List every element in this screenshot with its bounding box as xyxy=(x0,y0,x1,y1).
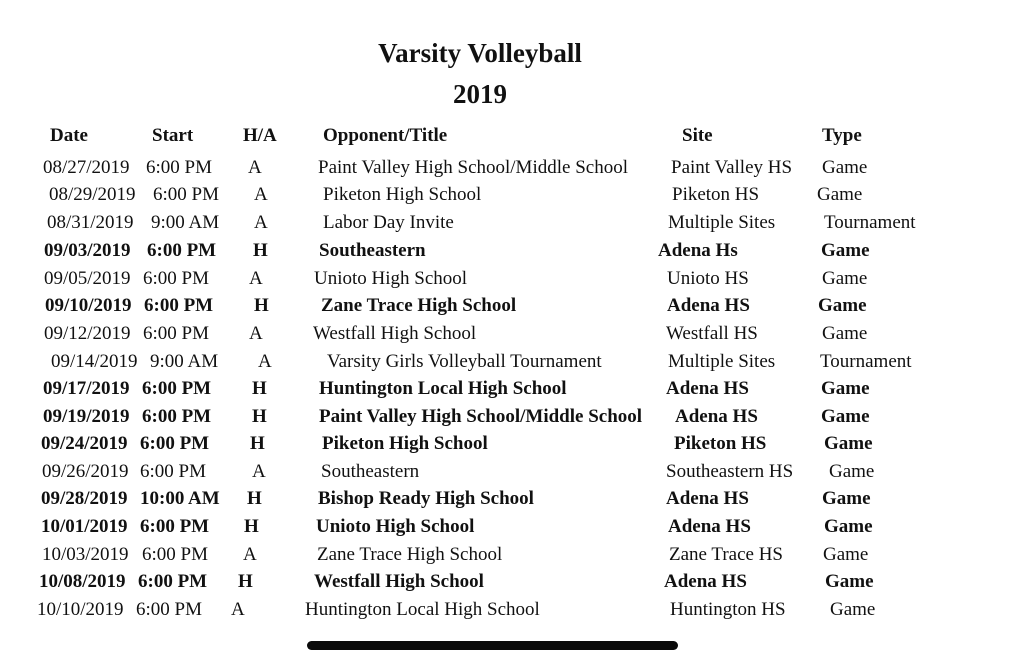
cell-opponent: Huntington Local High School xyxy=(319,378,567,399)
cell-site: Adena HS xyxy=(668,516,751,537)
cell-opponent: Paint Valley High School/Middle School xyxy=(319,406,643,427)
cell-type: Tournament xyxy=(824,212,916,233)
cell-start: 6:00 PM xyxy=(138,571,208,592)
cell-start: 6:00 PM xyxy=(143,268,209,289)
cell-home-away: A xyxy=(231,599,245,620)
cell-start: 6:00 PM xyxy=(153,184,219,205)
cell-home-away: H xyxy=(253,240,268,261)
cell-date: 09/05/2019 xyxy=(44,268,131,289)
home-indicator[interactable] xyxy=(307,641,678,650)
cell-opponent: Zane Trace High School xyxy=(317,544,503,565)
cell-home-away: A xyxy=(252,461,266,482)
cell-start: 6:00 PM xyxy=(136,599,202,620)
cell-date: 10/08/2019 xyxy=(39,571,126,592)
cell-date: 08/29/2019 xyxy=(49,184,136,205)
cell-type: Game xyxy=(821,378,870,399)
cell-type: Game xyxy=(824,433,873,454)
cell-start: 6:00 PM xyxy=(144,295,214,316)
cell-site: Piketon HS xyxy=(672,184,760,205)
page-title: Varsity Volleyball xyxy=(378,38,582,68)
cell-home-away: H xyxy=(252,378,267,399)
page-subtitle-year: 2019 xyxy=(453,79,507,109)
cell-opponent: Huntington Local High School xyxy=(305,599,540,620)
cell-type: Game xyxy=(818,295,867,316)
cell-home-away: H xyxy=(254,295,269,316)
cell-type: Game xyxy=(825,571,874,592)
cell-opponent: Varsity Girls Volleyball Tournament xyxy=(327,351,602,372)
cell-type: Game xyxy=(821,406,870,427)
cell-date: 10/03/2019 xyxy=(42,544,129,565)
cell-date: 09/24/2019 xyxy=(41,433,128,454)
cell-site: Adena HS xyxy=(666,488,749,509)
cell-type: Game xyxy=(829,461,875,482)
cell-date: 09/19/2019 xyxy=(43,406,130,427)
cell-start: 9:00 AM xyxy=(150,351,219,372)
cell-type: Game xyxy=(822,323,868,344)
cell-site: Adena HS xyxy=(666,378,749,399)
cell-home-away: A xyxy=(258,351,272,372)
cell-opponent: Southeastern xyxy=(321,461,420,482)
cell-home-away: H xyxy=(252,406,267,427)
cell-site: Adena HS xyxy=(675,406,758,427)
cell-date: 09/17/2019 xyxy=(43,378,130,399)
cell-date: 09/03/2019 xyxy=(44,240,131,261)
cell-site: Piketon HS xyxy=(674,433,767,454)
cell-type: Game xyxy=(830,599,876,620)
cell-opponent: Zane Trace High School xyxy=(321,295,517,316)
cell-date: 09/26/2019 xyxy=(42,461,129,482)
cell-home-away: A xyxy=(254,212,268,233)
cell-date: 09/14/2019 xyxy=(51,351,138,372)
cell-site: Westfall HS xyxy=(666,323,758,344)
cell-site: Southeastern HS xyxy=(666,461,794,482)
cell-start: 6:00 PM xyxy=(140,461,206,482)
cell-start: 6:00 PM xyxy=(142,406,212,427)
cell-type: Game xyxy=(822,157,868,178)
cell-date: 10/10/2019 xyxy=(37,599,124,620)
cell-site: Adena HS xyxy=(664,571,747,592)
cell-start: 10:00 AM xyxy=(140,488,220,509)
cell-date: 10/01/2019 xyxy=(41,516,128,537)
cell-home-away: H xyxy=(250,433,265,454)
cell-opponent: Westfall High School xyxy=(314,571,484,592)
header-type: Type xyxy=(822,125,862,146)
cell-opponent: Paint Valley High School/Middle School xyxy=(318,157,628,178)
header-ha: H/A xyxy=(243,125,277,146)
cell-start: 6:00 PM xyxy=(147,240,217,261)
cell-type: Game xyxy=(823,544,869,565)
cell-date: 08/31/2019 xyxy=(47,212,134,233)
cell-date: 09/10/2019 xyxy=(45,295,132,316)
cell-site: Huntington HS xyxy=(670,599,786,620)
cell-opponent: Unioto High School xyxy=(314,268,468,289)
cell-site: Multiple Sites xyxy=(668,212,776,233)
cell-site: Adena Hs xyxy=(658,240,738,261)
cell-home-away: H xyxy=(238,571,253,592)
cell-type: Game xyxy=(821,240,870,261)
cell-home-away: A xyxy=(254,184,268,205)
cell-site: Multiple Sites xyxy=(668,351,776,372)
cell-start: 6:00 PM xyxy=(140,433,210,454)
cell-home-away: A xyxy=(249,268,263,289)
cell-type: Game xyxy=(822,488,871,509)
header-opponent: Opponent/Title xyxy=(323,125,448,146)
cell-date: 09/28/2019 xyxy=(41,488,128,509)
header-date: Date xyxy=(50,125,88,146)
header-start: Start xyxy=(152,125,194,146)
cell-opponent: Labor Day Invite xyxy=(323,212,454,233)
cell-home-away: A xyxy=(249,323,263,344)
cell-home-away: A xyxy=(243,544,257,565)
cell-opponent: Unioto High School xyxy=(316,516,475,537)
cell-start: 6:00 PM xyxy=(140,516,210,537)
cell-start: 6:00 PM xyxy=(146,157,212,178)
cell-type: Tournament xyxy=(820,351,912,372)
cell-home-away: H xyxy=(244,516,259,537)
cell-start: 6:00 PM xyxy=(142,544,208,565)
cell-site: Zane Trace HS xyxy=(669,544,783,565)
cell-type: Game xyxy=(824,516,873,537)
cell-start: 9:00 AM xyxy=(151,212,220,233)
cell-site: Unioto HS xyxy=(667,268,749,289)
cell-opponent: Bishop Ready High School xyxy=(318,488,534,509)
cell-home-away: A xyxy=(248,157,262,178)
cell-opponent: Southeastern xyxy=(319,240,426,261)
cell-opponent: Piketon High School xyxy=(322,433,488,454)
header-site: Site xyxy=(682,125,713,146)
cell-date: 09/12/2019 xyxy=(44,323,131,344)
cell-opponent: Westfall High School xyxy=(313,323,477,344)
cell-start: 6:00 PM xyxy=(142,378,212,399)
cell-date: 08/27/2019 xyxy=(43,157,130,178)
cell-start: 6:00 PM xyxy=(143,323,209,344)
cell-type: Game xyxy=(817,184,863,205)
cell-type: Game xyxy=(822,268,868,289)
cell-site: Adena HS xyxy=(667,295,750,316)
cell-opponent: Piketon High School xyxy=(323,184,482,205)
cell-home-away: H xyxy=(247,488,262,509)
cell-site: Paint Valley HS xyxy=(671,157,793,178)
